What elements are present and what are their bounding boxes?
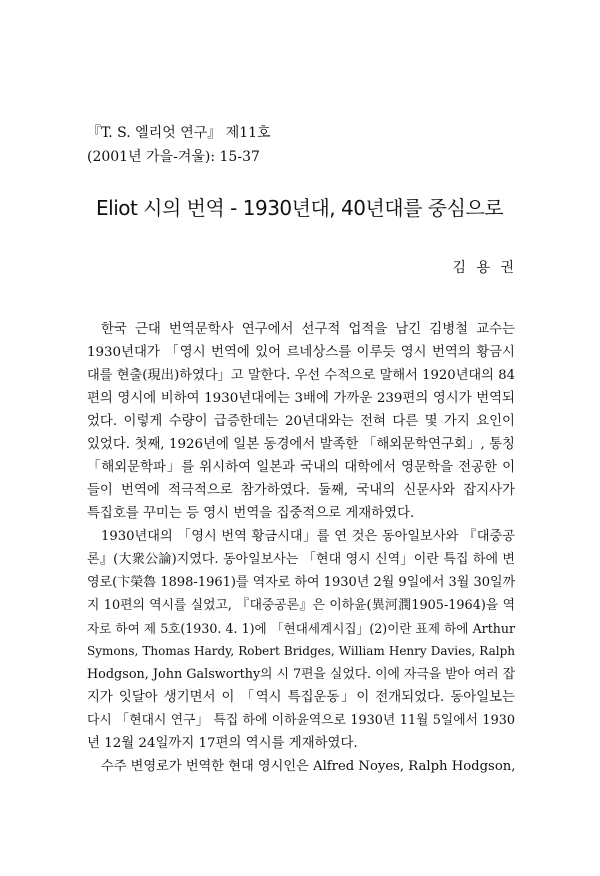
body-line: 한국 근대 번역문학사 연구에서 선구적 업적을 남긴 김병철 교수는	[101, 322, 515, 337]
body-line: 자로 하여 제 5호(1930. 4. 1)에 「현대세계시집」(2)이란 표제 하에 Arthur	[87, 621, 515, 636]
body-line: Symons, Thomas Hardy, Robert Bridges, William Henry Davies, Ralph	[87, 644, 515, 658]
body-line: 년 12월 24일까지 17편의 역시를 게재하였다.	[87, 736, 358, 751]
journal-issue: (2001년 가을-겨울): 15-37	[87, 149, 260, 165]
body-line: 다시 「현대시 연구」 특집 하에 이하윤역으로 1930년 11월 5일에서 1930	[87, 713, 515, 728]
body-line: 대를 현출(現出)하였다」고 말한다. 우선 수적으로 말해서 1920년대의 84	[87, 368, 515, 383]
journal-citation	[87, 121, 271, 169]
body-line: 있었다. 첫째, 1926년에 일본 동경에서 발족한 「해외문학연구회」, 통칭	[87, 437, 515, 452]
body-line: 편의 영시에 비하여 1930년대에는 3배에 가까운 239편의 영시가 번역되	[87, 391, 515, 406]
body-line: 영로(卞榮魯 1898-1961)를 역자로 하여 1930년 2월 9일에서 3월 30일까	[87, 575, 516, 590]
article-body	[87, 318, 515, 778]
body-line: 론』(大衆公論)지였다. 동아일보사는 「현대 영시 신역」이란 특집 하에 변	[87, 552, 515, 567]
body-line: 지가 잇달아 생기면서 이 「역시 특집운동」이 전개되었다. 동아일보는	[87, 690, 515, 705]
body-line: 「해외문학파」를 위시하여 일본과 국내의 대학에서 영문학을 전공한 이	[87, 460, 515, 475]
body-line: Hodgson, John Galsworthy의 시 7편을 실었다. 이에 자극을 받아 여러 잡	[87, 667, 516, 682]
body-line: 들이 번역에 적극적으로 참가하였다. 둘째, 국내의 신문사와 잡지사가	[87, 483, 515, 498]
body-line: 1930년대의 「영시 번역 황금시대」를 연 것은 동아일보사와 『대중공	[101, 529, 515, 544]
body-line: 지 10편의 역시를 실었고, 『대중공론』은 이하윤(異河潤1905-1964)을 역	[87, 598, 515, 613]
author-name: 김 용 권	[452, 260, 517, 276]
article-title: Eliot 시의 번역 - 1930년대, 40년대를 중심으로	[96, 196, 504, 220]
body-line: 1930년대가 「영시 번역에 있어 르네상스를 이루듯 영시 번역의 황금시	[87, 345, 515, 360]
journal-name: 『T. S. 엘리엇 연구』 제11호	[87, 125, 271, 141]
body-line: 수주 변영로가 번역한 현대 영시인은 Alfred Noyes, Ralph Hodgson,	[101, 759, 516, 774]
body-line: 었다. 이렇게 수량이 급증한데는 20년대와는 전혀 다른 몇 가지 요인이	[87, 414, 515, 429]
body-line: 특집호를 꾸미는 등 영시 번역을 집중적으로 게재하였다.	[87, 506, 415, 521]
